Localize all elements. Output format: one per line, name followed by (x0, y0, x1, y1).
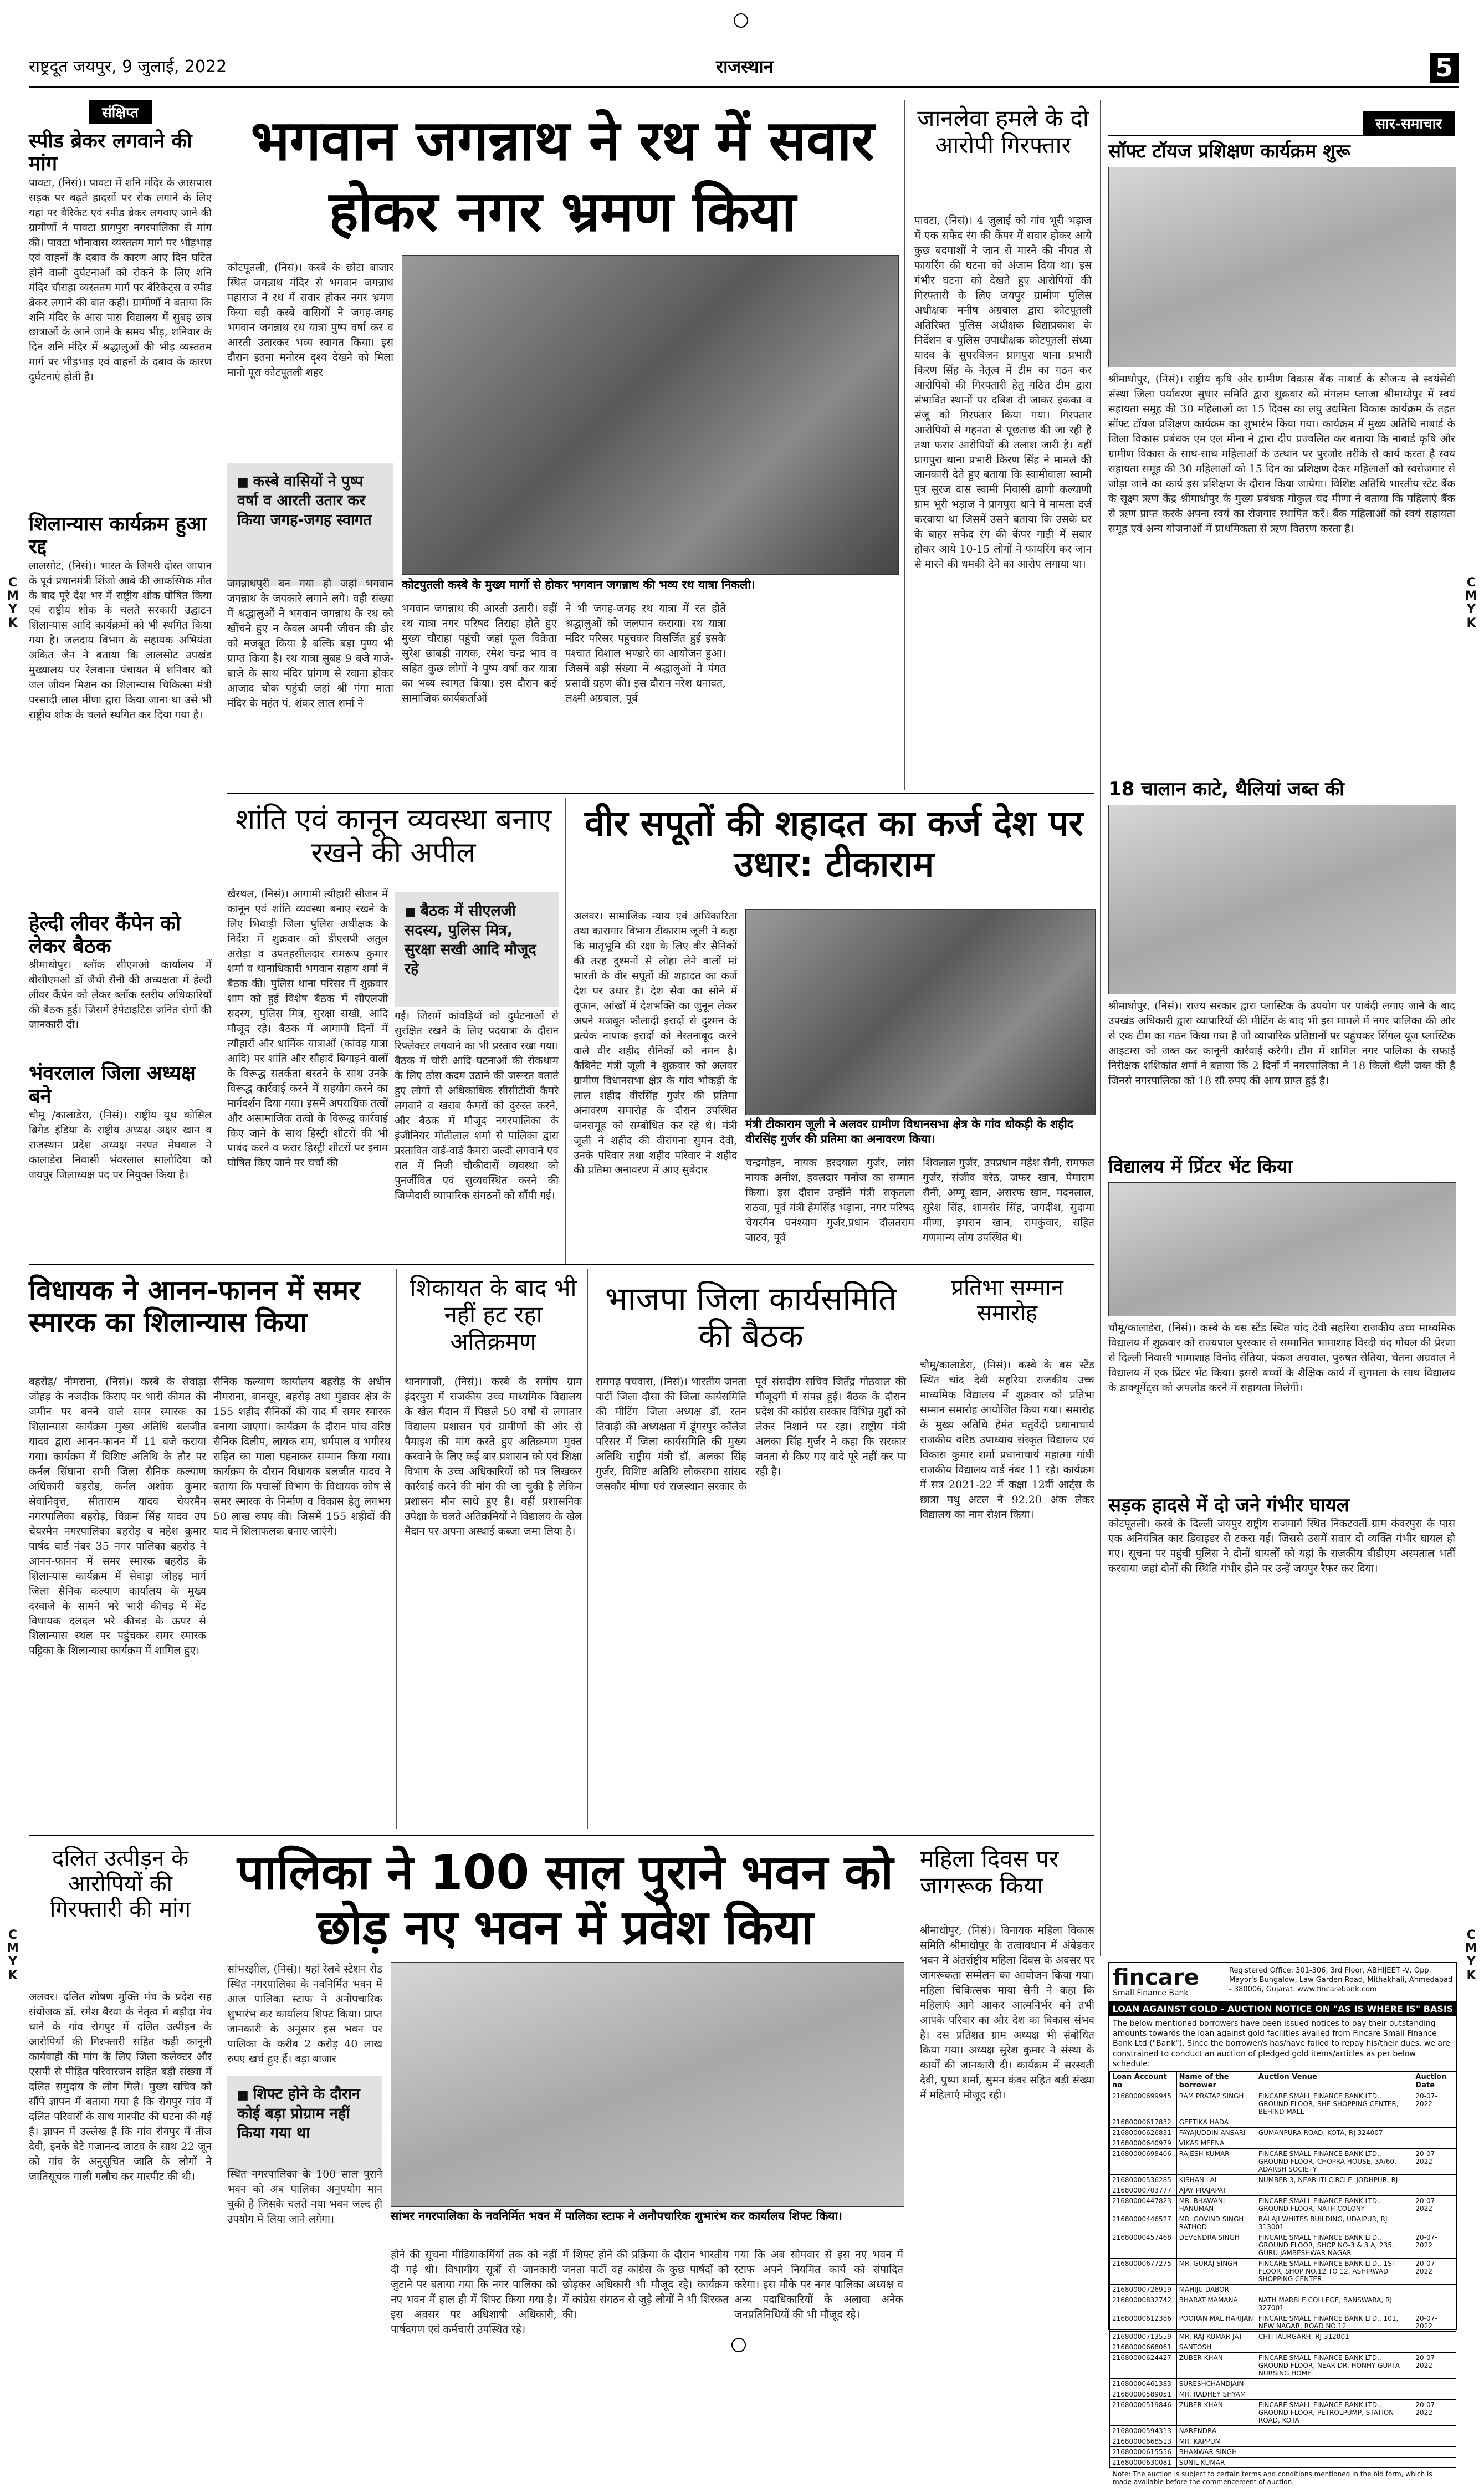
cell-name: GEETIKA HADA (1176, 2117, 1256, 2127)
pratibha-headline: प्रतिभा सम्मान समारोह (951, 1275, 1063, 1326)
cell-account: 21680000457468 (1110, 2232, 1177, 2258)
palika-pull-quote: ■ शिफ्ट होने के दौरान कोई बड़ा प्रोग्राम नहीं किया गया था (227, 2076, 382, 2174)
bjp-body: रामगढ़ पचवारा, (निसं)। भारतीय जनता पार्टी जिला दौसा की जिला कार्यसमिति की मीटिंग जिला अध्यक्ष डॉ. रतन तिवाड़ी की अध्यक्षता में डूंगरपुर कॉलेज परिसर में जिला कार्यसमिति की मुख्य अतिथि राष्ट्रीय मंत्री डॉ. अलका सिंह गुर्जर, विशिष्ट अतिथि लोकसभा सांसद जसकौर मीणा एवं राजस्थान सरकार के पूर्व संसदीय सचिव जितेंद्र गोठवाल की मौजूदगी में संपन्न हुई। बैठक के दौरान प्रदेश की कांग्रेस सरकार विभिन्न मुद्दों को लेकर निशाने पर रहा। राष्ट्रीय मंत्री अलका सिंह गुर्जर ने कहा कि सरकार जनता से किए गए वादे पूरे नहीं कर पा रही है। (596, 1376, 906, 1493)
cell-venue: FINCARE SMALL FINANCE BANK LTD., GROUND FLOOR, NEAR DR. HONHY GUPTA NURSING HOME (1256, 2352, 1413, 2378)
cell-account: 21680000447823 (1110, 2195, 1177, 2214)
table-row (1110, 2389, 1456, 2399)
sar-samachar-tag: सार-समाचार (1363, 111, 1455, 135)
cell-date: 20-07-2022 (1413, 2195, 1456, 2214)
table-row (1110, 2185, 1456, 2195)
cell-date: 20-07-2022 (1413, 2091, 1456, 2117)
table-row (1110, 2378, 1456, 2389)
cell-name: BHANWAR SINGH (1176, 2446, 1256, 2457)
lead-body-2: जगन्नाथपुरी बन गया हो जहां भगवान जगन्नाथ के जयकारे लगाने लगे। वही संख्या में श्रद्धालुओं ने भगवान जगन्नाथ के रथ को खींचने हुए न केवल अपनी जीवन की डोर को मजबूत किया है बल्कि बड़ा पुण्य भी प्राप्त किया है। रथ यात्रा सुबह 9 बजे गाजे-बाजे के साथ मंदिर प्रांगण से रवाना होकर आजाद चौक पहुंची जहां श्री गंगा माता मंदिर के महंत पं. शंकर लाल शर्मा ने (227, 578, 393, 709)
cell-venue (1256, 2138, 1413, 2148)
cell-name: FAYAJUDDIN ANSARI (1176, 2127, 1256, 2138)
women-headline: महिला दिवस पर जागरूक किया (920, 1845, 1059, 1899)
cell-venue: FINCARE SMALL FINANCE BANK LTD., GROUND FLOOR, SHOP NO-3 & 3 A, 235, GURU JAMBESHWAR NAGAR (1256, 2232, 1413, 2258)
table-row (1110, 2127, 1456, 2138)
palika-body-4: में शिफ्ट होने की प्रक्रिया के दौरान भारतीय जनता पार्टी वह कांग्रेस के कुछ पार्षदों को छोड़कर अधिकारी भी मौजूद रहे। कार्यक्रम में कांग्रेस संगठन से जुड़े लोगों ने भी शिरकत की। (562, 2249, 729, 2321)
cell-venue (1256, 2342, 1413, 2352)
cell-name: SANTOSH (1176, 2342, 1256, 2352)
lead-body-1: कोटपूतली, (निसं)। कस्बे के छोटा बाजार स्थित जगन्नाथ मंदिर से भगवान जगन्नाथ महाराज ने रथ में सवार होकर नगर भ्रमण किया वही कस्बे वासियों ने जगह-जगह भगवान जगन्नाथ रथ यात्रा पुष्प वर्षा कर व आरती उतारकर भव्य स्वागत किया। इस दौरान इतना मनोरम दृश्य देखने को मिला मानो पूरा कोटपूतली शहर (227, 262, 393, 379)
table-row (1110, 2091, 1456, 2117)
auction-notice (1108, 1962, 1457, 2486)
cell-account: 21680000615556 (1110, 2446, 1177, 2457)
cell-venue: FINCARE SMALL FINANCE BANK LTD., GROUND FLOOR, PETROLPUMP, STATION ROAD, KOTA (1256, 2399, 1413, 2425)
dalit-headline: दलित उत्पीड़न के आरोपियों की गिरफ्तारी की मांग (50, 1846, 191, 1922)
brief-3-body: श्रीमाधोपुर। ब्लॉक सीएमओ कार्यालय में बीसीएमओ डॉ जैची सैनी की अध्यक्षता में हेल्दी लीवर कैंपेन को लेकर ब्लॉक स्तरीय अधिकारियों की बैठक हुई। जिसमें हेपेटाइटिस जनित रोगों की जानकारी दी। (29, 959, 212, 1031)
brief-4-body: चौमू /कालाडेरा, (निसं)। राष्ट्रीय यूथ कोसिल ब्रिगेड इंडिया के राष्ट्रीय अध्यक्ष अक्षर खान व राजस्थान प्रदेश अध्यक्ष नरपत मेघवाल ने कालाडेरा निवासी भंवरलाल सालोदिया को जयपुर जिलाध्यक्ष पद पर नियुक्त किया है। (29, 1109, 212, 1181)
table-row (1110, 2425, 1456, 2436)
dalit-body: अलवर। दलित शोषण मुक्ति मंच के प्रदेश सह संयोजक डॉ. रमेश बैरवा के नेतृत्व में बड़ौदा मेव थाने के गांव रोगपुर में दलित उत्पीड़न के आरोपियों की गिरफ्तारी सहित कड़ी कानूनी कार्यवाही की मांग के लिए जिला कलेक्टर और एसपी से पीड़ित परिवारजन सहित बड़ी संख्या में दलित समुदाय के लोग मिले। मुख्य सचिव को सौंपे ज्ञापन में बताया गया है कि रोगपुर गांव में दलित परिवारों के साथ मारपीट की घटना की गई है। ज्ञापन में उल्लेख है कि गांव रोगपुर में तीज देवी, इनके बेटे गजानन्द जाटव के साथ 22 जून को गांव के अनुसूचित जाति के लोगों ने जातिसूचक गाली गलौच कर मारपीट की थी। (29, 1991, 212, 2183)
cell-date (1413, 2378, 1456, 2389)
cell-name: POORAN MAL HARIJAN (1176, 2313, 1256, 2331)
cell-venue: FINCARE SMALL FINANCE BANK LTD., 1ST FLOOR, SHOP NO.12 TO 12, ASHIRWAD SHOPPING CENTER (1256, 2258, 1413, 2284)
cell-name: RAJESH KUMAR (1176, 2148, 1256, 2174)
women-body: श्रीमाधोपुर, (निसं)। विनायक महिला विकास समिति श्रीमाधोपुर के तत्वावधान में अंबेडकर भवन में अंतर्राष्ट्रीय महिला दिवस के अवसर पर जागरूकता सम्मेलन का आयोजन किया गया। महिला चिकित्सक माया सैनी ने कहा कि महिलाएं आगे आकर आत्मनिर्भर बने तभी आपके परिवार का और देश का विकास संभव है। दस प्रतिशत ग्राम अध्यक्ष भी संबोधित किया गया। अध्यक्ष सुरेश कुमार ने संस्था के कार्यों की जानकारी दी। कार्यक्रम में सरस्वती देवी, पुष्पा शर्मा, सुमन कंवर सहित बड़ी संख्या में महिलाएं मौजूद रही। (920, 1924, 1094, 2101)
cell-name: KISHAN LAL (1176, 2174, 1256, 2185)
cell-name: VIKAS MEENA (1176, 2138, 1256, 2148)
cell-account: 21680000677275 (1110, 2258, 1177, 2284)
cell-date: 20-07-2022 (1413, 2258, 1456, 2284)
page-number: 5 (1430, 53, 1459, 83)
col-date: Auction Date (1413, 2071, 1456, 2091)
martyr-body-2: चन्द्रमोहन, नायक हरदयाल गुर्जर, लांस नायक अनीश, हवलदार मनोज का सम्मान किया। इस दौरान उन्होंने मंत्री सकृतला राठवा, पूर्व मंत्री हेमसिंह भड़ाना, नगर परिषद चेयरमैन घनश्याम गुर्जर,प्रधान दौलतराम जाटव, पूर्व (745, 1157, 914, 1244)
palika-body-1: सांभरझील, (निसं)। यहां रेलवे स्टेशन रोड स्थित नगरपालिका के नवनिर्मित भवन में आज पालिका स्टाफ ने अनौपचारिक शुभारंभ कर कार्यालय शिफ्ट किया। प्राप्त जानकारी के अनुसार इस भवन पर पालिका के करीब 2 करोड़ 40 लाख रुपए खर्च हुए हैं। बड़ा बाजार (227, 1963, 382, 2065)
right-2-body: श्रीमाधोपुर, (निसं)। राज्य सरकार द्वारा प्लास्टिक के उपयोग पर पाबंदी लगाए जाने के बाद उपखंड अधिकारी द्वारा व्यापारियों की मीटिंग के बाद भी इस मामले में नगर पालिका की ओर से एक टीम का गठन किया गया है जो व्यापारिक प्रतिष्ठानों पर पहुंचकर सिंगल यूज प्लास्टिक आइटम्स को जब्त कर कानूनी कार्रवाई करेगी। टीम में शामिल नगर पालिका के सफाई निरीक्षक शशिकांत शर्मा ने बताया कि 2 दिनों में नगरपालिका ने 18 किलो थैली जब्त की है जिनसे नगरपालिका को 18 सौ रुपए की आय प्राप्त हुई है। (1108, 1000, 1455, 1087)
cell-name: NARENDRA (1176, 2425, 1256, 2436)
statue-caption: मंत्री टीकाराम जूली ने अलवर ग्रामीण विधानसभा क्षेत्र के गांव धोकड़ी के शहीद वीरसिंह गुर्जर की प्रतिमा का अनावरण किया। (745, 1117, 1073, 1146)
cell-venue: GUMANPURA ROAD, KOTA, RJ 324007 (1256, 2127, 1413, 2138)
cell-venue (1256, 2284, 1413, 2295)
cell-name: MR. KAPPUM (1176, 2436, 1256, 2446)
rath-yatra-caption: कोटपुतली कस्बे के मुख्य मार्गो से होकर भगवान जगन्नाथ की भव्य रथ यात्रा निकली। (402, 578, 755, 591)
cell-name: MR. RAJ KUMAR JAT (1176, 2331, 1256, 2342)
cell-account: 21680000703777 (1110, 2185, 1177, 2195)
bjp-headline: भाजपा जिला कार्यसमिति की बैठक (605, 1280, 897, 1355)
cell-date (1413, 2138, 1456, 2148)
right-1-title: सॉफ्ट टॉयज प्रशिक्षण कार्यक्रम शुरू (1108, 140, 1350, 162)
brief-3-title: हेल्दी लीवर कैंपेन को लेकर बैठक (29, 912, 181, 958)
cell-date (1413, 2436, 1456, 2446)
notice-intro: The below mentioned borrowers have been issued notices to pay their outstanding amounts towards the loan against gold facilities availed from Fincare Small Finance Bank Ltd ("Bank"). Since the borrower/s has/have failed to repay his/their dues, we are constrained to conduct an auction of pledged gold items/articles as per below schedule: (1113, 2019, 1451, 2068)
table-row (1110, 2195, 1456, 2214)
table-row (1110, 2214, 1456, 2232)
cell-venue: BALAJI WHITES BUILDING, UDAIPUR, RJ 313001 (1256, 2214, 1413, 2232)
cell-date (1413, 2446, 1456, 2457)
cell-name: BHARAT MAMANA (1176, 2295, 1256, 2313)
cell-date (1413, 2389, 1456, 2399)
table-row (1110, 2138, 1456, 2148)
mla-headline: विधायक ने आनन-फानन में समर स्मारक का शिलान्यास किया (29, 1274, 360, 1338)
section-name: राजस्थान (716, 56, 774, 77)
cell-account: 21680000626831 (1110, 2127, 1177, 2138)
cell-date (1413, 2185, 1456, 2195)
cell-name: MR. RADHEY SHYAM (1176, 2389, 1256, 2399)
cell-name: MR. GOVIND SINGH RATHOD (1176, 2214, 1256, 2232)
col-divider (587, 1269, 588, 1829)
cell-name: AJAY PRAJAPAT (1176, 2185, 1256, 2195)
cell-account: 21680000699945 (1110, 2091, 1177, 2117)
paper-date: राष्ट्रदूत जयपुर, 9 जुलाई, 2022 (29, 57, 227, 76)
palika-body-5: गया कि अब सोमवार से इस नए भवन में स्टाफ अपने नियमित कार्य को संपादित करेगा। इस मौके पर नगर पालिका अध्यक्ष व अन्य पदाधिकारियों के अलावा अनेक जनप्रतिनिधियों की भी मौजूद रहे। (734, 2249, 903, 2321)
cell-name: MR. BHAWANI HANUMAN (1176, 2195, 1256, 2214)
left-column (29, 100, 212, 1258)
lead-body-4: ने भी जगह-जगह रथ यात्रा में रत होते श्रद्धालुओं को जलपान कराया। रथ यात्रा मंदिर परिसर पहुंचकर विसर्जित हुई इसके पश्चात विशाल भण्डारे का आयोजन हुआ। जिसमें बड़ी संख्या में श्रद्धालुओं ने पंगत प्रसादी ग्रहण की। इस दौरान नरेश धनावत, लक्ष्मी अग्रवाल, पूर्व (565, 602, 726, 704)
printer-gift-photo (1108, 1182, 1456, 1316)
cell-name: ZUBER KHAN (1176, 2399, 1256, 2425)
brief-1-body: पावटा, (निसं)। पावटा में शनि मंदिर के आसपास सड़क पर बढ़ते हादसों पर रोक लगाने के लिए यहां पर बैरिकेट एवं स्पीड ब्रेकर लगवाए जाने की ग्रामीणों ने पावटा प्रागपुरा नगरपालिका से मांग की। पावटा भोनावास व्यस्ततम मार्ग पर भीड़भाड़ एवं वाहनों के दबाव के कारण आए दिन घटित होने वाली दुर्घटनाओं को रोकने के लिए शनि मंदिर चौराहा व्यस्ततम मार्ग पर बेरिकेट्स व स्पीड ब्रेकर लगाने की बात कही। ग्रामीणों ने बताया कि शनि मंदिर के आस पास विद्यालय में सुबह छात्र छात्राओं के आने जाने के समय भीड़, शनिवार के दिन शनि मंदिर में श्रद्धालुओं की भीड़ व्यस्ततम मार्ग पर भीड़भाड़ एवं वाहनों के दबाव के कारण दुर्घटनाएं होती है। (29, 176, 212, 384)
cell-name: RAM PRATAP SINGH (1176, 2091, 1256, 2117)
cell-venue (1256, 2436, 1413, 2446)
cell-date: 20-07-2022 (1413, 2399, 1456, 2425)
cell-date (1413, 2457, 1456, 2467)
cell-venue (1256, 2117, 1413, 2127)
cell-venue: FINCARE SMALL FINANCE BANK LTD., GROUND FLOOR, NATH COLONY (1256, 2195, 1413, 2214)
soft-toys-photo (1108, 167, 1456, 367)
mla-body-2: सैनिक कल्याण कार्यालय बहरोड़ के अधीन नीमराना, बानसूर, बहरोड़ तथा मुंडावर क्षेत्र के 155 शहीद सैनिकों की याद में समर स्मारक बनाया जाएगा। कार्यक्रम के दौरान पांच वरिष्ठ सैनिक दिलीप, लायक राम, धर्मपाल व भगीरथ सहित का माला पहनाकर सम्मान किया गया। कार्यक्रम के दौरान विधायक बलजीत यादव ने बताया कि पचासों विभाग के विधायक कोष से समर स्मारक के निर्माण व विकास हेतु लगभग 50 लाख रुपए की। जिसमें 155 शहीदों की याद में शिलाफलक बनाए जाएंगे। (213, 1376, 391, 1537)
lead-pull-quote: ■ कस्बे वासियों ने पुष्प वर्षा व आरती उतार कर किया जगह-जगह स्वागत (227, 463, 393, 586)
new-building-photo (391, 1962, 904, 2207)
cell-account: 21680000461383 (1110, 2378, 1177, 2389)
table-row (1110, 2446, 1456, 2457)
registration-mark (734, 13, 748, 28)
lead-body-3: भगवान जगन्नाथ की आरती उतारी। वहीं रथ यात्रा नगर परिषद तिराहा होते हुए मुख्य चौराहा पहुंची जहां फूल विक्रेता सुरेश छाबड़ी नायक, रमेश चन्द्र भाव व सहित कुछ लोगों ने पुष्प वर्षा कर यात्रा का भव्य स्वागत किया। इस दौरान कई सामाजिक कार्यकर्ताओं (402, 602, 557, 704)
lead-headline: भगवान जगन्नाथ ने रथ में सवार होकर नगर भ्रमण किया (250, 108, 874, 244)
cell-name: MAHIJU DABOR (1176, 2284, 1256, 2295)
registered-office: Registered Office: 301-306, 3rd Floor, ABHIJEET -V, Opp. Mayor's Bungalow, Law Garden Road, Mithakhali, Ahmedabad - 380006, Gujarat. www.fincarebank.com (1229, 1966, 1453, 1994)
cell-venue (1256, 2378, 1413, 2389)
crop-mark-right: C M Y K (1465, 576, 1477, 630)
cell-account: 21680000630081 (1110, 2457, 1177, 2467)
table-row (1110, 2284, 1456, 2295)
section-rule (29, 1835, 1094, 1836)
cell-date (1413, 2425, 1456, 2436)
martyr-body-3: शिवलाल गुर्जर, उपप्रधान महेश सैनी, रामफल गुर्जर, संजीव बरेठ, जफर खान, पेमाराम सैनी, अम्मू खान, असरफ खान, मदनलाल, सुरेश सिंह, शामसेर सिंह, जगदीश, सुदामा मीणा, इमरान खान, रामकुंवार, सहित गणमान्य लोग उपस्थित थे। (923, 1157, 1094, 1244)
crop-mark-left-bottom: C M Y K (7, 1928, 19, 1983)
right-2-title: 18 चालान काटे, थैलियां जब्त की (1108, 778, 1344, 801)
cell-account: 21680000617832 (1110, 2117, 1177, 2127)
cell-venue: CHITTAURGARH, RJ 312001 (1256, 2331, 1413, 2342)
martyr-body-1: अलवर। सामाजिक न्याय एवं अधिकारिता तथा कारागार विभाग टीकाराम जूली ने कहा कि मातृभूमि की रक्षा के लिए वीर सैनिकों की तरह दुश्मनों से लोहा लेने वालों मां भारती के वीर सपूतों की शहादत का कर्ज देश पर उधार है। देश सेवा का सोने में तूफान, आंखों में देशभक्ति का जुनून लेकर अपने मजबूत फौलादी इरादों से दुश्मन के प्रत्येक नापाक इरादों को नेस्तनाबूद करने वाले वीर शहीद सैनिकों को नमन है। कैबिनेट मंत्री जूली ने शुक्रवार को अलवर ग्रामीण विधानसभा क्षेत्र के गांव भोकड़ी के लाल शहीद वीरसिंह गुर्जर की प्रतिमा अनावरण समारोह के दौरान उपस्थित जनसमूह को सम्बोधित कर रहे थे। मंत्री जूली ने शहीद की वीरांगना सुमन देवी, उनके परिवार तथा शहीद परिवार ने शहीद की प्रतिमा अनावरण में आए सुबेदार (574, 910, 737, 1177)
cell-account: 21680000624427 (1110, 2352, 1177, 2378)
sankshipt-tag: संक्षिप्त (89, 100, 152, 124)
cell-venue: FINCARE SMALL FINANCE BANK LTD., GROUND FLOOR, CHOPRA HOUSE, 3A/60, ADARSH SOCIETY (1256, 2148, 1413, 2174)
right-1-body: श्रीमाधोपुर, (निसं)। राष्ट्रीय कृषि और ग्रामीण विकास बैंक नाबार्ड के सौजन्य से स्वयंसेवी संस्था जिला पर्यावरण सुधार समिति द्वारा शुक्रवार को मंगलम प्लाजा श्रीमाधोपुर में स्वयं सहायता समूह की 30 महिलाओं का 15 दिवस का लघु उद्यमिता विकास कार्यक्रम के तहत सॉफ्ट टॉयज प्रशिक्षण कार्यक्रम का शुभारंभ किया गया। कार्यक्रम में मुख्य अतिथि नाबार्ड के जिला विकास प्रबंधक एम एल मीना ने द्वारा दीप प्रज्वलित कर बताया कि नाबार्ड कृषि और ग्रामीण विकास के साथ-साथ महिलाओं के उत्थान पर पुरजोर तरीके से कार्य करता है स्वयं सहायता समूह की 30 महिलाओं को 15 दिन का प्रशिक्षण देकर महिलाओं को स्वरोजगार से जोड़ा जाने का कार्य इस प्रशिक्षण के दौरान किया जायेगा। विशिष्ट अतिथि भारतीय स्टेट बैंक के सूक्ष्म ऋण केंद्र श्रीमाधोपुर के मुख्य प्रबंधक गोकुल चंद मीणा ने बताया कि महिलाएं बैंक से ऋण प्राप्त करके अपना स्वयं का रोजगार स्थापित करें। बैंक महिलाओं को स्वयं सहायता समूह एवं अन्य योजनाओं में प्राथमिकता से ऋण वितरण करता है। (1108, 373, 1455, 535)
cell-account: 21680000446527 (1110, 2214, 1177, 2232)
encroach-body: थानागाजी, (निसं)। कस्बे के समीप ग्राम इंदरपुरा में राजकीय उच्च माध्यमिक विद्यालय के खेल मैदान में पिछले 50 वर्षों से लगातार विद्यालय प्रशासन एवं ग्रामीणों की ओर से पैमाइश की मांग करते हुए अतिक्रमण मुक्त करवाने के लिए कई बार प्रशासन को एवं शिक्षा विभाग के उच्च अधिकारियों को पत्र लिखकर कार्रवाई करने की मांग की जा चुकी है लेकिन प्रशासन मौन साधे हुए है। वहीं प्रशासनिक उपेक्षा के चलते अतिक्रमियों ने विद्यालय के खेल मैदान पर अपना अस्थाई कब्जा जमा लिया है। (405, 1376, 582, 1537)
crop-mark-right-bottom: C M Y K (1465, 1928, 1477, 1983)
cell-name: SUNIL KUMAR (1176, 2457, 1256, 2467)
cell-account: 21680000668061 (1110, 2342, 1177, 2352)
cell-account: 21680000612386 (1110, 2313, 1177, 2331)
cell-name: ZUBER KHAN (1176, 2352, 1256, 2378)
cell-venue (1256, 2185, 1413, 2195)
notice-note: Note: The auction is subject to certain terms and conditions mentioned in the bid form, which is made available before the commencement of auction. (1113, 2470, 1432, 2486)
lead-body-5 (734, 601, 898, 798)
cell-account: 21680000594313 (1110, 2425, 1177, 2436)
cell-venue (1256, 2457, 1413, 2467)
fincare-subtitle: Small Finance Bank (1113, 1989, 1189, 1997)
section-rule (29, 1264, 1094, 1265)
cell-venue: FINCARE SMALL FINANCE BANK LTD., 101, NEW NAGAR, ROAD NO.12 (1256, 2313, 1413, 2331)
brief-2-title: शिलान्यास कार्यक्रम हुआ रद्द (29, 512, 207, 559)
peace-pull-quote: ■ बैठक में सीएलजी सदस्य, पुलिस मित्र, सुरक्षा सखी आदि मौजूद रहे (395, 892, 559, 1007)
palika-headline: पालिका ने 100 साल पुराने भवन को छोड़ नए भवन में प्रवेश किया (237, 1845, 893, 1955)
table-row (1110, 2258, 1456, 2284)
peace-body-1: खैरथल, (निसं)। आगामी त्यौहारी सीजन में कानून एवं शांति व्यवस्था बनाए रखने के लिए भिवाड़ी जिला पुलिस अधीक्षक के निर्देश में शुक्रवार को डीएसपी अतुल अरोड़ा व उपतहसीलदार रामरूप कुमार शर्मा व थानाधिकारी भगवान सहाय शर्मा ने बैठक की। पुलिस थाना परिसर में शुक्रवार शाम को हुई विशेष बैठक में सीएलजी सदस्य, पुलिस मित्र, सुरक्षा सखी, आदि मौजूद रहे। बैठक में आगामी दिनों में त्यौहारों और धार्मिक यात्राओं (कांवड़ यात्रा आदि) पर शांति और सौहार्द बिगाड़ने वालों के विरूद्ध सतर्कता बरतने के साथ उनके विरूद्ध कार्रवाई करने में सहयोग करने का मार्गदर्शन दिया गया। इसमें अपराधिक तत्वों और असामाजिक तत्वों के विरूद्ध कार्रवाई किए जाने के साथ हिस्ट्री शीटरों की भी पाबंद करने व फरार हिस्ट्री शीटरों पर इनाम घोषित किए जाने पर चर्चा की (227, 888, 388, 1169)
cell-venue: FINCARE SMALL FINANCE BANK LTD., GROUND FLOOR, SHE-SHOPPING CENTER, BEHIND MALL (1256, 2091, 1413, 2117)
cell-venue: NATH MARBLE COLLEGE, BANSWARA, RJ 327001 (1256, 2295, 1413, 2313)
cell-venue (1256, 2446, 1413, 2457)
right-4-title: सड़क हादसे में दो जने गंभीर घायल (1108, 1494, 1349, 1517)
table-row (1110, 2232, 1456, 2258)
mla-body-1: बहरोड़/ नीमराना, (निसं)। कस्बे के सेवाड़ा जोहड़ के नजदीक किराए पर भारी कीमत की जमीन पर बनने वाले समर स्मारक का शिलान्यास कार्यक्रम मुख्य अतिथि बलजीत यादव द्वारा आनन-फानन में 11 बजे कराया गया। कार्यक्रम में विशिष्ट अतिथि के तौर पर कर्नल सिंघाना सभी जिला सैनिक कल्याण अधिकारी बहरोड, कर्नल अशोक कुमार सेवानिवृत्त, सीताराम यादव चेयरमैन नगरपालिका बहरोड़, विक्रम सिंह यादव उप चेयरमैन नगरपालिका बहरोड़ व महेश कुमार पार्षद वार्ड नंबर 35 नगर पालिका बहरोड़ ने आनन-फानन में समर स्मारक बहरोड़ के शिलान्यास कार्यक्रम में सेवाड़ा जोहड़ मार्ग जिला सैनिक कल्याण कार्यालय के मुख्य दरवाजे के सामने भरे भारी कीचड़ में मेंट विधायक दलदल भरे कीचड़ के ऊपर से शिलान्यास स्थल पर पहुंचकर समर स्मारक पट्टिका के शिलान्यास कार्यक्रम में शामिल हुए। (29, 1376, 206, 1657)
brief-2-body: लालसोट, (निसं)। भारत के जिगरी दोस्त जापान के पूर्व प्रधानमंत्री शिंजो आबे की आकस्मिक मौत के बाद पूरे देश भर में राष्ट्रीय शोक घोषित किया एवं राष्ट्रीय शोक के चलते सरकारी उद्घाटन शिलान्यास आदि कार्यक्रमों को भी स्थगित किया गया है। जलदाय विभाग के सहायक अभियंता अकित जैन ने बताया कि लालसोट उपखंड मुख्यालय पर रेलवाना पंचायत में शनिवार को जल जीवन मिशन का शिलान्यास चिकित्सा मंत्री परसादी लाल मीणा द्वारा किया जाना था उसे भी राष्ट्रीय शोक के चलते स्थगित कर दिया गया है। (29, 559, 212, 722)
col-divider (904, 100, 905, 790)
page-header (29, 53, 1459, 88)
cell-venue: NUMBER 3, NEAR ITI CIRCLE, JODHPUR, RJ (1256, 2174, 1413, 2185)
cell-account: 21680000640979 (1110, 2138, 1177, 2148)
right-column (1108, 111, 1455, 1956)
auction-rows (1110, 2091, 1456, 2467)
cell-account: 21680000726919 (1110, 2284, 1177, 2295)
table-row (1110, 2174, 1456, 2185)
peace-body-2: गई। जिसमें कांवड़ियों को दुर्घटनाओं से सुरक्षित रखने के लिए पदयात्रा के दौरान रिफ्लेक्टर लगवाने का भी प्रस्ताव रखा गया। बैठक में चोरी आदि घटनाओं की रोकथाम के लिए ठोस कदम उठाने की जरूरत बताते हुए लोगों से अधिकाधिक सीसीटीवी कैमरे लगवाने व खराब कैमरों को दुरुस्त करने, और बैठक में मौजूद नगरपालिका के इंजीनियर मोतीलाल शर्मा से पालिका द्वारा प्रस्तावित वार्ड-वार्ड कैमरा जल्दी लगवाने एवं रात में निजी चौकीदारों व्यवस्था को पुनर्जीवित एवं सुव्यवस्थित करने की जिम्मेदारी व्यापारिक संगठनों को सौंपी गई। (395, 1010, 559, 1202)
cell-account: 21680000536285 (1110, 2174, 1177, 2185)
table-row (1110, 2148, 1456, 2174)
cell-account: 21680000713559 (1110, 2331, 1177, 2342)
notice-title: LOAN AGAINST GOLD - AUCTION NOTICE ON "AS IS WHERE IS" BASIS (1109, 2001, 1456, 2016)
peace-headline: शांति एवं कानून व्यवस्था बनाए रखने की अपील (235, 803, 552, 870)
cell-name: DEVENDRA SINGH (1176, 2232, 1256, 2258)
cell-date (1413, 2174, 1456, 2185)
pratibha-body: चौमू/कालाडेरा, (निसं)। कस्बे के बस स्टैंड स्थित चांद देवी सहरिया राजकीय उच्च माध्यमिक विद्यालय में शुक्रवार को प्रतिभा सम्मान समारोह आयोजित किया गया। समारोह के मुख्य अतिथि हेमंत चतुर्वेदी प्रधानाचार्य राजकीय वरिष्ठ उपाध्याय संस्कृत विद्यालय एवं विकास कुमार शर्मा प्रधानाचार्य महात्मा गांधी राजकीय विद्यालय वार्ड नंबर 11 रहे। कार्यक्रम में सत्र 2021-22 में कक्षा 12वीं आर्ट्स के छात्रा मधु अटल ने 92.20 अंक लेकर विद्यालय का नाम रोशन किया। (920, 1359, 1094, 1521)
table-row (1110, 2352, 1456, 2378)
plastic-seizure-photo (1108, 805, 1456, 994)
right-4-body: कोटपूतली। कस्बे के दिल्ली जयपुर राष्ट्रीय राजमार्ग स्थित निकटवर्ती ग्राम कंवरपुरा के पास एक अनियंत्रित कार डिवाइडर से टकरा गई। जिससे उसमें सवार दो व्यक्ति गंभीर घायल हो गए। सूचना पर पहुंची पुलिस ने दोनों घायलों को यहां के राजकीय बीडीएम अस्पताल भर्ती करवाया जहां दोनों की स्थिति गंभीर होने पर उन्हें जयपुर रैफर कर दिया। (1108, 1518, 1455, 1575)
table-row (1110, 2313, 1456, 2331)
cell-date: 20-07-2022 (1413, 2148, 1456, 2174)
cell-date (1413, 2117, 1456, 2127)
cell-date: 20-07-2022 (1413, 2352, 1456, 2378)
table-row (1110, 2457, 1456, 2467)
crop-mark-left: C M Y K (7, 576, 19, 630)
auction-table (1109, 2071, 1456, 2468)
cell-date (1413, 2342, 1456, 2352)
cell-date (1413, 2284, 1456, 2295)
cell-name: MR. GURAJ SINGH (1176, 2258, 1256, 2284)
col-venue: Auction Venue (1256, 2071, 1413, 2091)
brief-1-title: स्पीड ब्रेकर लगवाने की मांग (29, 130, 192, 176)
right-3-body: चौमू/कालाडेरा, (निसं)। कस्बे के बस स्टैंड स्थित चांद देवी सहरिया राजकीय उच्च माध्यमिक विद्यालय में शुक्रवार को राज्यपाल पुरस्कार से सम्मानित भामाशाह विरदी चंद गोयल की प्रेरणा से दिल्ली निवासी भामाशाह विनोद सेतिया, पंकज अग्रवाल, पुरुषत सेतिया, चेतना अग्रवाल ने विद्यालय में एक प्रिंटर भेंट किया। इससे बच्चों के शैक्षिक कार्य में सुगमता के साथ विद्यालय के डाक्यूमेंट्स को अपलोड करने में सहायता मिलेगी। (1108, 1322, 1455, 1394)
fincare-logo: fincare (1113, 1965, 1199, 1990)
statue-unveiling-photo (745, 909, 1096, 1115)
encroach-headline: शिकायत के बाद भी नहीं हट रहा अतिक्रमण (410, 1274, 577, 1355)
right-3-title: विद्यालय में प्रिंटर भेंट किया (1108, 1156, 1293, 1178)
palika-caption: सांभर नगरपालिका के नवनिर्मित भवन में पालिका स्टाफ ने अनौपचारिक शुभारंभ कर कार्यालय शिफ्ट किया। (391, 2209, 842, 2223)
col-divider (1100, 100, 1101, 1956)
cell-date: 20-07-2022 (1413, 2313, 1456, 2331)
attackers-headline: जानलेवा हमले के दो आरोपी गिरफ्तार (917, 105, 1089, 159)
col-divider (565, 798, 566, 1264)
cell-venue (1256, 2389, 1413, 2399)
table-row (1110, 2117, 1456, 2127)
palika-body-3: होने की सूचना मीडियाकर्मियों तक को नहीं दी गई थी। विभागीय सूत्रों से जानकारी जुटाने पर बताया गया कि नगर पालिका को नए भवन में हाल ही में शिफ्ट किया गया है। इस अवसर पर अधिशाषी अधिकारी, पार्षदगण एवं कर्मचारी उपस्थित रहे। (391, 2249, 557, 2336)
cell-account: 21680000589051 (1110, 2389, 1177, 2399)
attackers-body: पावटा, (निसं)। 4 जुलाई को गांव भूरी भड़ाज में एक सफेद रंग की केंपर में सवार होकर आये कुछ बदमाशों ने जान से मारने की नीयत से फायरिंग की घटना को अंजाम दिया था। इस गंभीर घटना को देखते हुए आरोपियों की गिरफ्तारी के लिए जयपुर ग्रामीण पुलिस अधीक्षक मनीष अग्रवाल द्वारा कोटपूतली अतिरिक्त पुलिस अधीक्षक विद्याप्रकाश के निर्देशन व पुलिस उपाधीक्षक कोटपूतली संध्या यादव के सुपरविजन प्रागपुरा थाना प्रभारी किरण सिंह के नेतृत्व में टीम का गठन कर आरोपियों की गिरफ्तारी हेतु गठित टीम द्वारा संभावित स्थानों पर दबिश दी जाकर इकका व संजू को गिरफ्तार किया गया। गिरफ्तार आरोपियों से गहनता से पूछताछ की जा रही है तथा फरार आरोपियों की तलाश जारी है। वहीं प्रागपुरा थाना प्रभारी किरण सिंह ने मामले की जानकारी देते हुए बताया कि स्वामीवाला स्वामी पुत्र सुरज दास स्वामी निवासी ढाणी कल्याणी ग्राम भूरी भड़ाज ने प्रागपुरा थाने में मामला दर्ज करवाया था जिसमें उसने बताया कि उसके घर के बाहर सफेद रंग की केंपर गाड़ी में सवार होकर आये 10-15 लोगों ने फायरिंग कर जान से मारने की धमकी देने का आरोप लगाया था। (914, 214, 1092, 571)
palika-body-2: स्थित नगरपालिका के 100 साल पुराने भवन को अब पालिका अनुपयोग मान चुकी है जिसके चलते नया भवन जल्द ही उपयोग में लिया जाने लगेगा। (227, 2168, 382, 2225)
table-row (1110, 2436, 1456, 2446)
cell-account: 21680000519846 (1110, 2399, 1177, 2425)
col-name: Name of the borrower (1176, 2071, 1256, 2091)
registration-mark (731, 2338, 746, 2352)
cell-date: 20-07-2022 (1413, 2232, 1456, 2258)
brief-4-title: भंवरलाल जिला अध्यक्ष बने (29, 1062, 196, 1108)
cell-date (1413, 2214, 1456, 2232)
table-row (1110, 2399, 1456, 2425)
col-divider (396, 1269, 397, 1829)
table-row (1110, 2331, 1456, 2342)
section-rule (227, 793, 1094, 794)
martyr-headline: वीर सपूतों की शहादत का कर्ज देश पर उधार: टीकाराम (585, 803, 1083, 885)
table-row (1110, 2295, 1456, 2313)
cell-account: 21680000832742 (1110, 2295, 1177, 2313)
cell-date (1413, 2331, 1456, 2342)
cell-account: 21680000668513 (1110, 2436, 1177, 2446)
table-row (1110, 2342, 1456, 2352)
cell-venue (1256, 2425, 1413, 2436)
cell-account: 21680000698406 (1110, 2148, 1177, 2174)
cell-date (1413, 2295, 1456, 2313)
cell-name: SURESHCHANDJAIN (1176, 2378, 1256, 2389)
cell-date (1413, 2127, 1456, 2138)
col-account: Loan Account no (1110, 2071, 1177, 2091)
rath-yatra-photo (402, 255, 899, 575)
